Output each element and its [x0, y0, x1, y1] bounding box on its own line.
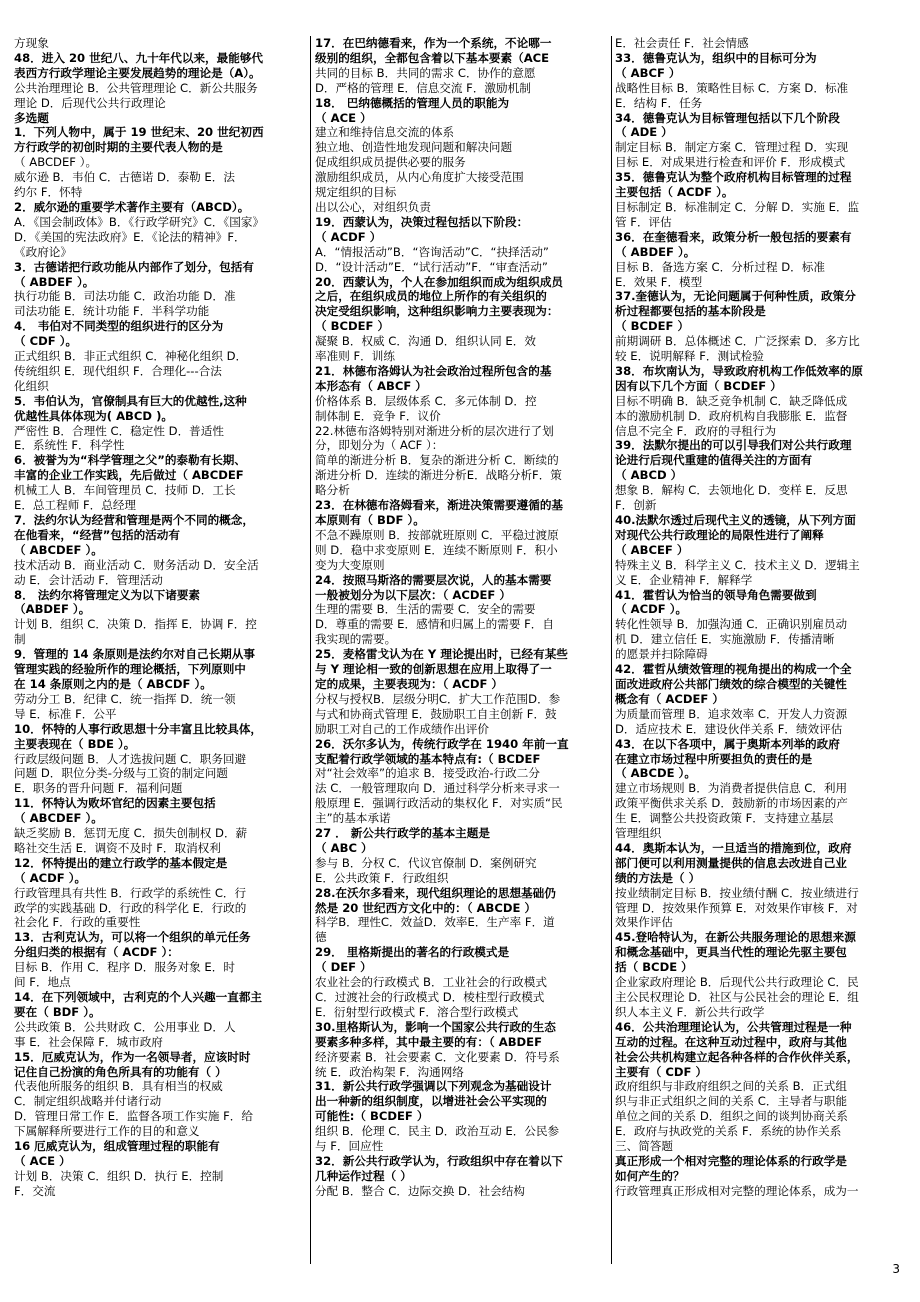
text-line: 方现象: [14, 36, 49, 50]
text-line: 计划 B．组织 C．决策 D．指挥 E．协调 F．控: [14, 617, 257, 632]
text-line: 机械工人 B．车间管理员 C．技师 D．工长: [14, 483, 236, 498]
text-line: 政策平衡供求关系 D．鼓励新的市场因素的产: [615, 796, 848, 811]
text-line: 对现代公共行政理论的局限性进行了阐释: [615, 527, 824, 542]
text-line: 目标制定 B．标准制定 C．分解 D．实施 E．监: [615, 199, 860, 214]
text-line: E．系统性 F．科学性: [14, 438, 125, 453]
text-line: （ BCDEF ）: [615, 319, 690, 334]
text-line: 46．公共治理理论认为，公共管理过程是一种: [615, 1019, 852, 1034]
text-line: 论进行后现代重建的值得关注的方面有: [615, 453, 813, 468]
text-line: E．社会责任 F．社会情感: [615, 36, 749, 50]
text-line: 43．在以下各项中，属于奥斯本列举的政府: [615, 736, 840, 751]
text-line: 20．西蒙认为，个人在参加组织而成为组织成员: [315, 274, 564, 289]
text-line: 目标 B．备选方案 C．分析过程 D．标准: [615, 259, 825, 274]
text-line: 29． 里格斯提出的著名的行政模式是: [315, 945, 510, 960]
text-line: 机 D．建立信任 E．实施激励 F．传播清晰: [615, 632, 835, 647]
text-line: 公共治理理论 B．公共管理理论 C．新公共服务: [14, 80, 258, 95]
text-line: 6．被誉为为“科学管理之父”的泰勒有长期、: [14, 453, 246, 468]
text-line: 18． 巴纳德概括的管理人员的职能为: [315, 95, 510, 110]
text-line: 42．霍哲从绩效管理的视角提出的构成一个全: [615, 662, 852, 677]
text-line: 建立市场规则 B．为消费者提供信息 C．利用: [615, 781, 848, 796]
text-line: 管理 D．按效果作预算 E．对效果作审核 F．对: [615, 900, 858, 915]
text-line: 为质量而管理 B．追求效率 C．开发人力资源: [615, 706, 848, 721]
text-line: 目标 E．对成果进行检查和评价 F．形成模式: [615, 155, 846, 170]
text-line: 主要有（ CDF ）: [615, 1064, 708, 1079]
text-line: 与 F．回应性: [315, 1139, 384, 1154]
text-line: 多选题: [14, 110, 49, 125]
text-line: 21．林德布洛姆认为社会政治过程所包含的基: [315, 363, 552, 378]
text-line: 激励组织成员，从内心角度扩大接受范围: [315, 170, 524, 185]
column-divider: [611, 36, 612, 1264]
text-line: 事 E．社会保障 F．城市政府: [14, 1034, 163, 1049]
text-line: 10．怀特的人事行政思想十分丰富且比较具体，: [14, 721, 263, 736]
text-line: 传统组织 E．现代组织 F．合理化---合法: [14, 363, 222, 378]
text-line: 参与 B．分权 C．代议官僚制 D．案例研究: [315, 855, 537, 870]
text-line: 决定受组织影响，这种组织影响力主要表现为：: [315, 304, 559, 319]
text-line: E．衍射型行政模式 F．溶合型行政模式: [315, 1004, 519, 1019]
text-line: 凝聚 B．权威 C．沟通 D．组织认同 E．效: [315, 334, 536, 349]
text-line: 1．下列人物中，属于 19 世纪末、20 世纪初西: [14, 125, 264, 140]
text-line: 37.奎德认为，无论问题属于何种性质，政策分: [615, 289, 856, 304]
text-line: 在 14 条原则之内的是（ ABCDF ）。: [14, 676, 212, 691]
text-line: 行政层级问题 B．人才选拔问题 C．职务回避: [14, 751, 247, 766]
text-line: 主要表现在（ BDE ）。: [14, 736, 136, 751]
text-line: 社会公共机构建立起各种各样的合作伙伴关系，: [615, 1049, 859, 1064]
text-line: 分配 B．整合 C．边际交换 D．社会结构: [315, 1183, 525, 1198]
text-line: 出一种新的组织制度，以增进社会公平实现的: [315, 1094, 547, 1109]
text-line: 本的激励机制 D．政府机构自我膨胀 E．监督: [615, 408, 848, 423]
text-line: 略分析: [315, 483, 350, 498]
text-line: F．创新: [615, 498, 657, 513]
text-line: 39．法默尔提出的可以引导我们对公共行政理: [615, 438, 852, 453]
text-line: 记住自己扮演的角色所具有的功能有（ ）: [14, 1064, 227, 1079]
text-line: （ CDF ）。: [14, 334, 78, 349]
text-line: E．公共政策 F．行政组织: [315, 870, 449, 885]
text-line: 的愿景并扫除障碍: [615, 647, 708, 662]
text-line: 下属解释所要进行工作的目的和意义: [14, 1124, 200, 1139]
text-line: 23．在林德布洛姆看来，渐进决策需要遵循的基: [315, 498, 564, 513]
text-line: 真正形成一个相对完整的理论体系的行政学是: [615, 1153, 847, 1168]
text-line: 间 F．地点: [14, 975, 71, 990]
text-line: 义 E．企业精神 F．解释学: [615, 572, 753, 587]
text-line: 主要包括（ ACDF ）。: [615, 185, 734, 200]
text-line: 16 厄威克认为，组成管理过程的职能有: [14, 1139, 220, 1154]
text-line: 法 C．一般管理取向 D．通过科学分析来寻求一: [315, 781, 560, 796]
text-line: 要素多种多样，其中最主要的有：（ ABDEF: [315, 1034, 543, 1049]
text-line: 和概念基础中，更具当代性的理论先驱主要包: [615, 945, 847, 960]
text-line: 主公民权理论 D．社区与公民社会的理论 E．组: [615, 990, 859, 1004]
text-line: 因有以下几个方面（ BCDEF ）: [615, 378, 782, 393]
document-page: [14, 36, 906, 1264]
text-line: D．尊重的需要 E．感情和归属上的需要 F．自: [315, 617, 554, 632]
text-line: 40.法默尔透过后现代主义的透镜，从下列方面: [615, 513, 856, 527]
text-line: 统 E．政治构架 F．沟通网络: [315, 1064, 464, 1079]
text-line: 5．韦伯认为，官僚制具有巨大的优越性,这种: [14, 393, 247, 408]
text-line: 科学B．理性C．效益D．效率E．生产率 F．道: [315, 915, 555, 930]
text-line: 社会化 F．行政的重要性: [14, 915, 141, 930]
text-line: 效果作评估: [615, 915, 673, 930]
text-line: 规定组织的目标: [315, 185, 397, 200]
text-line: 析过程都要包括的基本阶段是: [615, 304, 766, 319]
text-line: 经济要素 B．社会要素 C．文化要素 D．符号系: [315, 1049, 560, 1064]
text-line: 主”的基本承诺: [315, 811, 391, 826]
text-line: 约尔 F．怀特: [14, 185, 83, 200]
column-left: [14, 36, 306, 1264]
text-line: D．严格的管理 E．信息交流 F．激励机制: [315, 80, 531, 95]
text-line: 17．在巴纳德看来，作为一个系统，不论哪一: [315, 36, 552, 50]
text-line: 26．沃尔多认为，传统行政学在 1940 年前一直: [315, 736, 569, 751]
text-line: 8． 法约尔将管理定义为以下诸要素: [14, 587, 201, 602]
text-line: 优越性具体体现为( ABCD )。: [14, 408, 173, 423]
text-line: D．《美国的宪法政府》E．《论法的精神》F．: [14, 229, 246, 244]
text-line: （ ADE ）: [615, 125, 673, 140]
text-line: 渐进分析 D．连续的渐进分析E．战略分析F．策: [315, 468, 562, 483]
text-line: 较 E．说明解释 F．测试检验: [615, 349, 764, 364]
text-line: 制定目标 B．制定方案 C．管理过程 D．实现: [615, 140, 849, 155]
text-line: 12．怀特提出的建立行政学的基本假定是: [14, 855, 228, 870]
text-line: 32．新公共行政学认为，行政组织中存在着以下: [315, 1153, 564, 1168]
text-line: 11．怀特认为败坏官纪的因素主要包括: [14, 796, 216, 811]
text-line: 28.在沃尔多看来，现代组织理论的思想基础仍: [315, 885, 556, 900]
text-line: 管理组织: [615, 826, 662, 841]
text-line: 可能性:（ BCDEF ）: [315, 1109, 429, 1124]
text-line: 19．西蒙认为，决策过程包括以下阶段：: [315, 214, 529, 229]
text-line: 分，即划分为（ ACF ）：: [315, 438, 444, 453]
text-line: 不急不躁原则 B．按部就班原则 C．平稳过渡原: [315, 527, 559, 542]
text-line: 我实现的需要。: [315, 632, 397, 647]
text-line: 理论 D．后现代公共行政理论: [14, 95, 166, 110]
text-line: 动 E．会计活动 F．管理活动: [14, 572, 163, 587]
text-line: （ BCDEF ）: [315, 319, 390, 334]
text-line: 22.林德布洛姆特别对渐进分析的层次进行了划: [315, 423, 554, 438]
text-line: 然是 20 世纪西方文化中的：（ ABCDE ）: [315, 900, 537, 915]
text-line: 组织 B．伦理 C．民主 D．政治互动 E．公民参: [315, 1124, 560, 1139]
text-line: 问题 D．职位分类-分级与工资的制定问题: [14, 766, 228, 781]
text-line: 政学的实践基础 D．行政的科学化 E．行政的: [14, 900, 247, 915]
text-line: 7．法约尔认为经营和管理是两个不同的概念，: [14, 513, 254, 527]
text-line: 技术活动 B．商业活动 C．财务活动 D．安全活: [14, 557, 259, 572]
text-line: 价格体系 B．层级体系 C．多元体制 D．控: [315, 393, 537, 408]
text-line: 36．在奎德看来，政策分析一般包括的要素有: [615, 229, 852, 244]
text-line: 35．德鲁克认为整个政府机构目标管理的过程: [615, 170, 852, 185]
text-line: D．适应技术 E．建设伙伴关系 F．绩效评估: [615, 721, 843, 736]
text-line: 13．古利克认为，可以将一个组织的单元任务: [14, 930, 251, 945]
text-line: 生理的需要 B．生活的需要 C．安全的需要: [315, 602, 536, 617]
text-line: 45.登哈特认为，在新公共服务理论的思想来源: [615, 930, 856, 945]
text-line: 导 E．标准 F．公平: [14, 706, 117, 721]
text-line: D．管理日常工作 E．监督各项工作实施 F．给: [14, 1109, 253, 1124]
text-line: 出以公心，对组织负责: [315, 199, 431, 214]
text-line: 48．进入 20 世纪八、九十年代以来，最能够代: [14, 50, 264, 65]
text-line: 31．新公共行政学强调以下列观念为基础设计: [315, 1079, 552, 1094]
text-line: E．效果 F．模型: [615, 274, 703, 289]
text-line: 战略性目标 B．策略性目标 C．方案 D．标准: [615, 80, 849, 95]
text-line: 简单的渐进分析 B．复杂的渐进分析 C．断续的: [315, 453, 559, 468]
text-line: （ ABC ）: [315, 840, 373, 855]
text-line: 织与非正式组织之间的关系 C．主导者与职能: [615, 1094, 848, 1109]
text-line: 本形态有（ ABCF ）: [315, 378, 427, 393]
text-line: 转化性领导 B．加强沟通 C．正确识别雇员动: [615, 617, 848, 632]
text-line: 代表他所服务的组织 B．具有相当的权威: [14, 1079, 223, 1094]
text-line: 政府组织与非政府组织之间的关系 B．正式组: [615, 1079, 847, 1094]
text-line: 想象 B．解构 C．去领地化 D．变样 E．反思: [615, 483, 848, 498]
text-line: 25．麦格雷戈认为在 Y 理论提出时，已经有某些: [315, 647, 568, 662]
text-line: 一般被划分为以下层次：（ ACDEF ）: [315, 587, 511, 602]
text-line: 行政管理真正形成相对完整的理论体系，成为一: [615, 1183, 859, 1198]
text-line: 三、简答题: [615, 1139, 673, 1154]
text-line: 公共政策 B．公共财政 C．公用事业 D．人: [14, 1019, 236, 1034]
text-line: 制体制 E．竞争 F．议价: [315, 408, 441, 423]
text-line: 2．威尔逊的重要学术著作主要有（ABCD）。: [14, 199, 250, 214]
text-line: C．过渡社会的行政模式 D．棱柱型行政模式: [315, 990, 545, 1004]
text-line: 促成组织成员提供必要的服务: [315, 155, 466, 170]
text-line: （ ACDF ）。: [615, 602, 688, 617]
text-line: 24．按照马斯洛的需要层次说，人的基本需要: [315, 572, 552, 587]
text-line: 表西方行政学理论主要发展趋势的理论是（A）。: [14, 65, 261, 80]
text-line: 变为大变原则: [315, 557, 385, 572]
text-line: 般原理 E．强调行政活动的集权化 F．对实质“民: [315, 796, 563, 811]
text-line: 特殊主义 B．科学主义 C．技术主义 D．逻辑主: [615, 557, 860, 572]
text-line: 农业社会的行政模式 B．工业社会的行政模式: [315, 975, 547, 990]
text-line: 则 D．稳中求变原则 E．连续不断原则 F．积小: [315, 542, 558, 557]
text-line: （ ACE ）: [14, 1153, 71, 1168]
text-line: 行政管理具有共性 B．行政学的系统性 C．行: [14, 885, 247, 900]
text-line: （ ACE ）: [315, 110, 372, 125]
text-line: 在他看来，“经营”包括的活动有: [14, 527, 180, 542]
text-line: 目标 B．作用 C．程序 D．服务对象 E．时: [14, 960, 235, 975]
text-line: 34．德鲁克认为目标管理包括以下几个阶段: [615, 110, 840, 125]
text-line: 信息不完全 F．政府的寻租行为: [615, 423, 777, 438]
text-line: 与 Y 理论相一致的创新思想在应用上取得了一: [315, 662, 552, 677]
text-line: F．交流: [14, 1183, 56, 1198]
text-line: 略社交生活 E．调资不及时 F．取消权利: [14, 840, 221, 855]
text-line: D．“设计活动”E．“试行活动”F．“审查活动”: [315, 259, 548, 274]
text-line: 共同的目标 B．共同的需求 C．协作的意愿: [315, 65, 536, 80]
text-line: 4． 韦伯对不同类型的组织进行的区分为: [14, 319, 224, 334]
column-divider: [310, 36, 311, 1264]
text-line: E．政府与执政党的关系 F．系统的协作关系: [615, 1124, 842, 1139]
text-line: （ ABDEF ）。: [14, 274, 95, 289]
text-line: 在建立市场过程中所要担负的责任的是: [615, 751, 813, 766]
text-line: E．职务的晋升问题 F．福利问题: [14, 781, 183, 796]
text-line: 独立地、创造性地发现问题和解决问题: [315, 140, 513, 155]
text-line: （ ABCDEF ）。: [14, 811, 103, 826]
text-line: 15．厄威克认为，作为一名领导者，应该时时: [14, 1049, 251, 1064]
page-number: 3: [892, 1262, 900, 1276]
text-line: 对“社会效率”的追求 B．接受政治-行政二分: [315, 766, 540, 781]
text-line: 互动的过程。在这种互动过程中，政府与其他: [615, 1034, 847, 1049]
text-line: 9．管理的 14 条原则是法约尔对自己长期从事: [14, 647, 255, 662]
text-line: （ ABCDE ）。: [615, 766, 696, 781]
text-line: 之后，在组织成员的地位上所作的有关组织的: [315, 289, 547, 304]
text-line: （ ABCD ）: [615, 468, 683, 483]
text-line: 励职工对自己的工作成绩作出评价: [315, 721, 489, 736]
text-line: 执行功能 B．司法功能 C．政治功能 D．准: [14, 289, 236, 304]
text-line: 30.里格斯认为，影响一个国家公共行政的生态: [315, 1019, 556, 1034]
text-line: （ ABCF ）: [615, 65, 681, 80]
text-line: 织人本主义 F．新公共行政学: [615, 1004, 765, 1019]
text-line: （ ACDF ）。: [14, 870, 87, 885]
text-line: 计划 B．决策 C．组织 D．执行 E．控制: [14, 1168, 224, 1183]
column-middle: [315, 36, 607, 1264]
text-line: 企业家政府理论 B．后现代公共行政理论 C．民: [615, 975, 859, 990]
text-line: （ ABCDEF ）。: [14, 542, 103, 557]
text-line: E．结构 F．任务: [615, 95, 703, 110]
text-line: （ABDEF ）。: [14, 602, 91, 617]
text-line: 38．布坎南认为，导致政府机构工作低效率的原: [615, 363, 864, 378]
text-line: 几种运作过程（ ）: [315, 1168, 412, 1183]
text-line: 威尔逊 B．韦伯 C．古德诺 D．泰勒 E．法: [14, 170, 235, 185]
text-line: 丰富的企业工作实践，先后做过（ ABCDEF: [14, 468, 244, 483]
text-line: 管理实践的经验所作的理论概括，下列原则中: [14, 662, 246, 677]
text-line: 率准则 F．训练: [315, 349, 395, 364]
text-line: 分权与授权B．层级分明C．扩大工作范围D．参: [315, 691, 561, 706]
text-line: A．“情报活动”B．“咨询活动”C．“抉择活动”: [315, 244, 549, 259]
text-line: 要在（ BDF ）。: [14, 1004, 101, 1019]
text-line: 单位之间的关系 D．组织之间的谈判协商关系: [615, 1109, 848, 1124]
text-line: 41．霍哲认为恰当的领导角色需要做到: [615, 587, 817, 602]
text-line: 定的成果，主要表现为：（ ACDF ）: [315, 676, 504, 691]
text-line: 按业绩制定目标 B．按业绩付酬 C．按业绩进行: [615, 885, 859, 900]
text-line: 管 F．评估: [615, 214, 672, 229]
text-line: 如何产生的？: [615, 1168, 685, 1183]
text-line: （ DEF ）: [315, 960, 372, 975]
text-line: 概念有（ ACDEF ）: [615, 691, 724, 706]
text-line: 44．奥斯本认为，一旦适当的措施到位，政府: [615, 840, 852, 855]
text-line: （ ACDF ）: [315, 229, 382, 244]
text-line: 正式组织 B．非正式组织 C．神秘化组织 D．: [14, 349, 248, 364]
text-line: 目标不明确 B．缺乏竞争机制 C．缺乏降低成: [615, 393, 848, 408]
text-line: 面改进政府公共部门绩效的综合模型的关键性: [615, 676, 847, 691]
text-line: 括（ BCDE ）: [615, 960, 693, 975]
text-line: 支配着行政学领域的基本特点有:（ BCDEF: [315, 751, 541, 766]
text-line: 33．德鲁克认为，组织中的目标可分为: [615, 50, 817, 65]
text-line: 司法功能 E．统计功能 F．半科学功能: [14, 304, 210, 319]
text-line: 本原则有（ BDF ）。: [315, 513, 425, 527]
text-line: 严密性 B．合理性 C．稳定性 D．普适性: [14, 423, 224, 438]
text-line: C．制定组织战略并付诸行动: [14, 1094, 162, 1109]
text-line: （ ABCDEF ）。: [14, 155, 98, 170]
text-line: 绩的方法是（ ）: [615, 870, 701, 885]
text-line: A．《国会制政体》B．《行政学研究》C．《国家》: [14, 214, 265, 229]
text-line: 部门便可以利用测量提供的信息去改进自己业: [615, 855, 847, 870]
text-line: 方行政学的初创时期的主要代表人物的是: [14, 140, 223, 155]
text-line: 生 E．调整公共投资政策 F．支持建立基层: [615, 811, 834, 826]
text-line: 建立和维持信息交流的体系: [315, 125, 455, 140]
text-line: （ ABCEF ）: [615, 542, 689, 557]
text-line: 化组织: [14, 378, 49, 393]
text-line: 27 ． 新公共行政学的基本主题是: [315, 826, 490, 841]
text-line: 级别的组织，全都包含着以下基本要素（ACE: [315, 50, 550, 65]
text-line: E．总工程师 F．总经理: [14, 498, 137, 513]
text-line: 《政府论》: [14, 244, 72, 259]
text-line: 14．在下列领域中，古利克的个人兴趣一直都主: [14, 990, 263, 1004]
text-line: 与式和协商式管理 E．鼓励职工自主创新 F．鼓: [315, 706, 557, 721]
text-line: 缺乏奖励 B．惩罚无度 C．损失创制权 D．薪: [14, 826, 248, 841]
text-line: 前期调研 B．总体概述 C．广泛探索 D．多方比: [615, 334, 860, 349]
text-line: 分组归类的根据有（ ACDF ）：: [14, 945, 179, 960]
text-line: 制: [14, 632, 26, 647]
text-line: 劳动分工 B．纪律 C．统一指挥 D．统一领: [14, 691, 236, 706]
text-line: 3．古德诺把行政功能从内部作了划分，包括有: [14, 259, 254, 274]
column-right: [615, 36, 905, 1264]
text-line: 德: [315, 930, 327, 945]
text-line: （ ABDEF ）。: [615, 244, 696, 259]
